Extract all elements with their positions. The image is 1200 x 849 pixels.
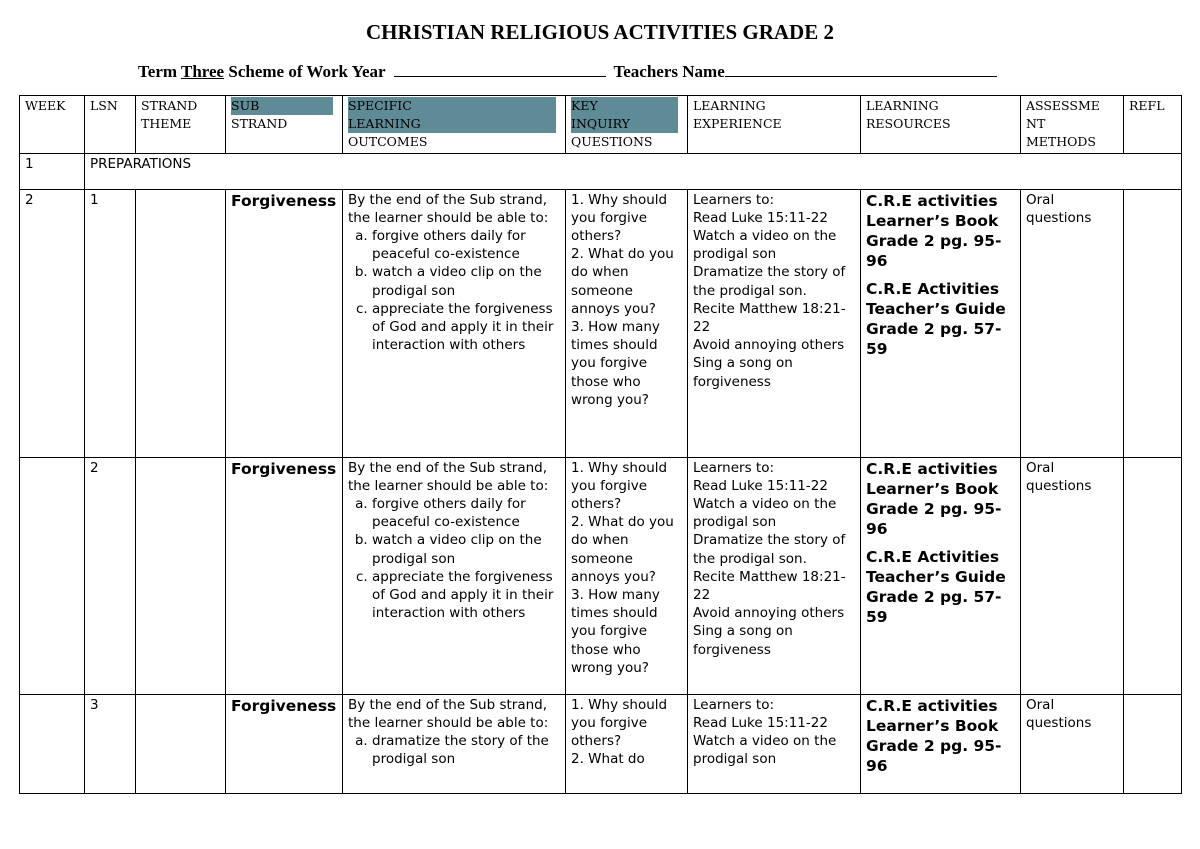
- sub-strand-cell: [226, 694, 343, 793]
- header-week: WEEK: [20, 96, 85, 154]
- outcome-item: c. appreciate the forgiveness of God and apply it in their interaction with others: [372, 568, 560, 623]
- outcomes-cell: [343, 189, 566, 457]
- key-questions-cell: [566, 189, 688, 457]
- resource-item: C.R.E activities Learner’s Book Grade 2 pg. 95-96: [866, 696, 1002, 775]
- document-title: CHRISTIAN RELIGIOUS ACTIVITIES GRADE 2: [366, 20, 834, 44]
- key-question: 2. What do: [571, 751, 645, 768]
- outcomes-cell: [343, 457, 566, 694]
- header-lsn: LSN: [85, 96, 136, 154]
- sub-strand-cell: [226, 189, 343, 457]
- outcomes-list: [348, 227, 560, 354]
- reflection-cell: [1124, 457, 1182, 694]
- lesson-number-cell: 1: [85, 189, 136, 457]
- outcomes-cell: [343, 694, 566, 793]
- learning-experience-cell: [688, 457, 861, 694]
- learning-experience-item: Read Luke 15:11-22: [693, 714, 828, 731]
- lesson-number-cell: 2: [85, 457, 136, 694]
- outcomes-list: [348, 732, 560, 768]
- week-cell: [20, 694, 85, 793]
- header-strand-theme: STRAND THEME: [136, 96, 226, 154]
- preparations-cell: PREPARATIONS: [85, 153, 1182, 189]
- header-sub-strand: SUB STRAND: [226, 96, 343, 154]
- sub-strand-name: Forgiveness: [231, 459, 337, 478]
- assessment-cell: Oral questions: [1021, 694, 1124, 793]
- assessment-cell: Oral questions: [1021, 457, 1124, 694]
- learning-experience-item: Watch a video on the prodigal son: [693, 228, 837, 263]
- week-cell: [20, 457, 85, 694]
- resource-item: C.R.E Activities Teacher’s Guide Grade 2 pg. 57-59: [866, 279, 1006, 358]
- header-learning-experience: LEARNING EXPERIENCE: [688, 96, 861, 154]
- strand-cell: [136, 694, 226, 793]
- sub-strand-cell: [226, 457, 343, 694]
- key-question: 2. What do you do when someone annoys you?: [571, 514, 674, 585]
- outcomes-list: [348, 495, 560, 622]
- resource-item: C.R.E activities Learner’s Book Grade 2 pg. 95-96: [866, 191, 1002, 270]
- header-assessment-methods: ASSESSME NT METHODS: [1021, 96, 1124, 154]
- prep-week-cell: 1: [20, 153, 85, 189]
- header-row: [20, 96, 1182, 154]
- outcomes-intro: By the end of the Sub strand, the learner should be able to:: [348, 459, 549, 494]
- key-question: 1. Why should you forgive others?: [571, 459, 668, 513]
- resource-item: C.R.E activities Learner’s Book Grade 2 pg. 95-96: [866, 459, 1002, 538]
- learning-experience-item: Read Luke 15:11-22: [693, 209, 828, 226]
- header-key-inquiry-questions: KEY INQUIRY QUESTIONS: [566, 96, 688, 154]
- outcomes-intro: By the end of the Sub strand, the learner should be able to:: [348, 696, 549, 731]
- learning-experience-item: Dramatize the story of the prodigal son.: [693, 264, 846, 299]
- term-word: Three: [180, 62, 225, 81]
- reflection-cell: [1124, 189, 1182, 457]
- key-questions-cell: [566, 694, 688, 793]
- document-subtitle: [138, 62, 997, 82]
- learning-experience-item: Recite Matthew 18:21-22: [693, 568, 846, 604]
- learning-experience-item: Watch a video on the prodigal son: [693, 496, 837, 531]
- learning-experience-item: Watch a video on the prodigal son: [693, 733, 837, 768]
- learning-resources-cell: [861, 189, 1021, 457]
- scheme-of-work-table: [19, 95, 1182, 794]
- strand-cell: [136, 189, 226, 457]
- term-prefix: Term: [138, 62, 178, 81]
- resource-item: C.R.E Activities Teacher’s Guide Grade 2 pg. 57-59: [866, 547, 1006, 626]
- lesson-number-cell: 3: [85, 694, 136, 793]
- lesson-row: [20, 694, 1182, 793]
- learning-experience-cell: [688, 694, 861, 793]
- learning-experience-item: Learners to:: [693, 191, 775, 208]
- outcome-item: c. appreciate the forgiveness of God and apply it in their interaction with others: [372, 300, 560, 355]
- learning-experience-item: Avoid annoying others: [693, 605, 845, 622]
- learning-experience-item: Read Luke 15:11-22: [693, 477, 828, 494]
- teacher-name-blank-field[interactable]: [725, 62, 997, 77]
- outcomes-intro: By the end of the Sub strand, the learner should be able to:: [348, 191, 549, 226]
- learning-experience-item: Learners to:: [693, 696, 775, 713]
- teacher-label: Teachers Name: [613, 62, 725, 81]
- key-question: 1. Why should you forgive others?: [571, 191, 668, 245]
- reflection-cell: [1124, 694, 1182, 793]
- learning-experience-item: Sing a song on forgiveness: [693, 623, 793, 658]
- key-questions-cell: [566, 457, 688, 694]
- learning-resources-cell: [861, 457, 1021, 694]
- outcome-item: b. watch a video clip on the prodigal son: [372, 531, 560, 567]
- year-blank-field[interactable]: [394, 62, 606, 77]
- header-specific-learning-outcomes: SPECIFIC LEARNING OUTCOMES: [343, 96, 566, 154]
- week-cell: 2: [20, 189, 85, 457]
- learning-experience-cell: [688, 189, 861, 457]
- sub-strand-name: Forgiveness: [231, 191, 337, 210]
- header-learning-resources: LEARNING RESOURCES: [861, 96, 1021, 154]
- outcome-item: a. forgive others daily for peaceful co-existence: [372, 227, 560, 263]
- header-reflection: REFL: [1124, 96, 1182, 154]
- assessment-cell: Oral questions: [1021, 189, 1124, 457]
- key-question: 3. How many times should you forgive those who wrong you?: [571, 587, 660, 676]
- lesson-row: [20, 189, 1182, 457]
- learning-experience-item: Learners to:: [693, 459, 775, 476]
- key-question: 3. How many times should you forgive those who wrong you?: [571, 319, 660, 408]
- learning-experience-item: Dramatize the story of the prodigal son.: [693, 532, 846, 567]
- key-question: 2. What do you do when someone annoys you?: [571, 246, 674, 317]
- learning-experience-item: Sing a song on forgiveness: [693, 355, 793, 390]
- outcome-item: a. forgive others daily for peaceful co-existence: [372, 495, 560, 531]
- learning-experience-item: Recite Matthew 18:21-22: [693, 300, 846, 336]
- learning-resources-cell: [861, 694, 1021, 793]
- outcome-item: a. dramatize the story of the prodigal son: [372, 732, 560, 768]
- strand-cell: [136, 457, 226, 694]
- outcome-item: b. watch a video clip on the prodigal son: [372, 263, 560, 299]
- preparations-row: [20, 153, 1182, 189]
- sub-strand-name: Forgiveness: [231, 696, 337, 715]
- learning-experience-item: Avoid annoying others: [693, 337, 845, 354]
- scheme-label: Scheme of Work Year: [228, 62, 386, 81]
- lesson-row: [20, 457, 1182, 694]
- key-question: 1. Why should you forgive others?: [571, 696, 668, 750]
